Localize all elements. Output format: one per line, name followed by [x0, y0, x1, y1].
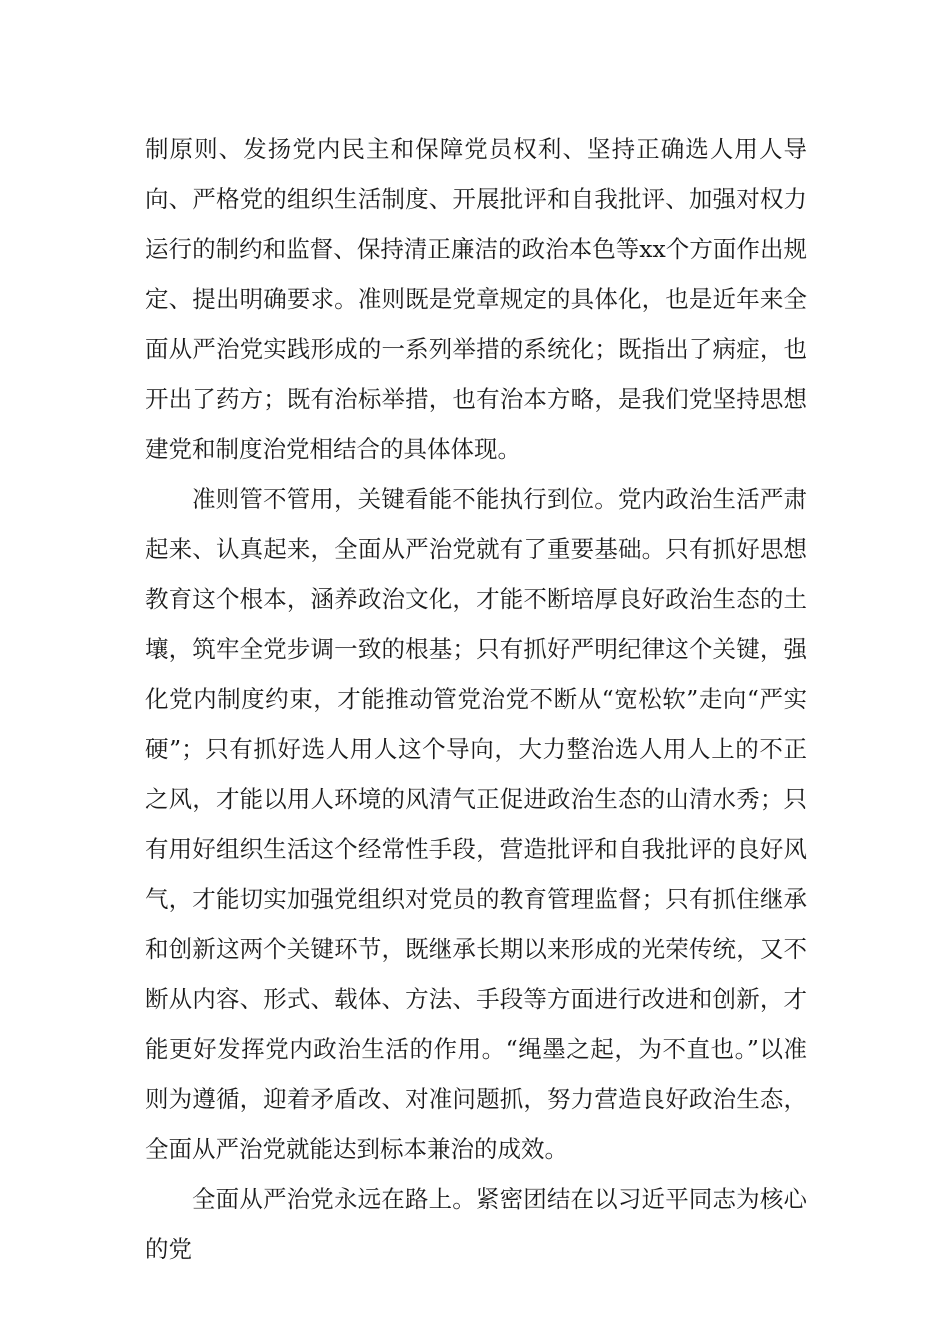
paragraph-always-on-the-road: 全面从严治党永远在路上。紧密团结在以习近平同志为核心的党 — [145, 1185, 807, 1263]
document-body — [145, 124, 807, 1274]
paragraph-implementation: 准则管不管用，关键看能不能执行到位。党内政治生活严肃起来、认真起来，全面从严治党就有了重要基础。只有抓好思想教育这个根本，涵养政治文化，才能不断培厚良好政治生态的土壤，筑牢全党步调一致的根基；只有抓好严明纪律这个关键，强化党内制度约束，才能推动管党治党不断从“宽松软”走向“严实硬”；只有抓好选人用人这个导向，大力整治选人用人上的不正之风，才能以用人环境的风清气正促进政治生态的山清水秀；只有用好组织生活这个经常性手段，营造批评和自我批评的良好风气，才能切实加强党组织对党员的教育管理监督；只有抓住继承和创新这两个关键环节，既继承长期以来形成的光荣传统，又不断从内容、形式、载体、方法、手段等方面进行改进和创新，才能更好发挥党内政治生活的作用。“绳墨之起，为不直也。”以准则为遵循，迎着矛盾改、对准问题抓，努力营造良好政治生态，全面从严治党就能达到标本兼治的成效。 — [145, 485, 807, 1163]
paragraph-continuation: 制原则、发扬党内民主和保障党员权利、坚持正确选人用人导向、严格党的组织生活制度、开展批评和自我批评、加强对权力运行的制约和监督、保持清正廉洁的政治本色等xx个方面作出规定、提出明确要求。准则既是党章规定的具体化，也是近年来全面从严治党实践形成的一系列举措的系统化；既指出了病症，也开出了药方；既有治标举措，也有治本方略，是我们党坚持思想建党和制度治党相结合的具体体现。 — [145, 135, 807, 463]
